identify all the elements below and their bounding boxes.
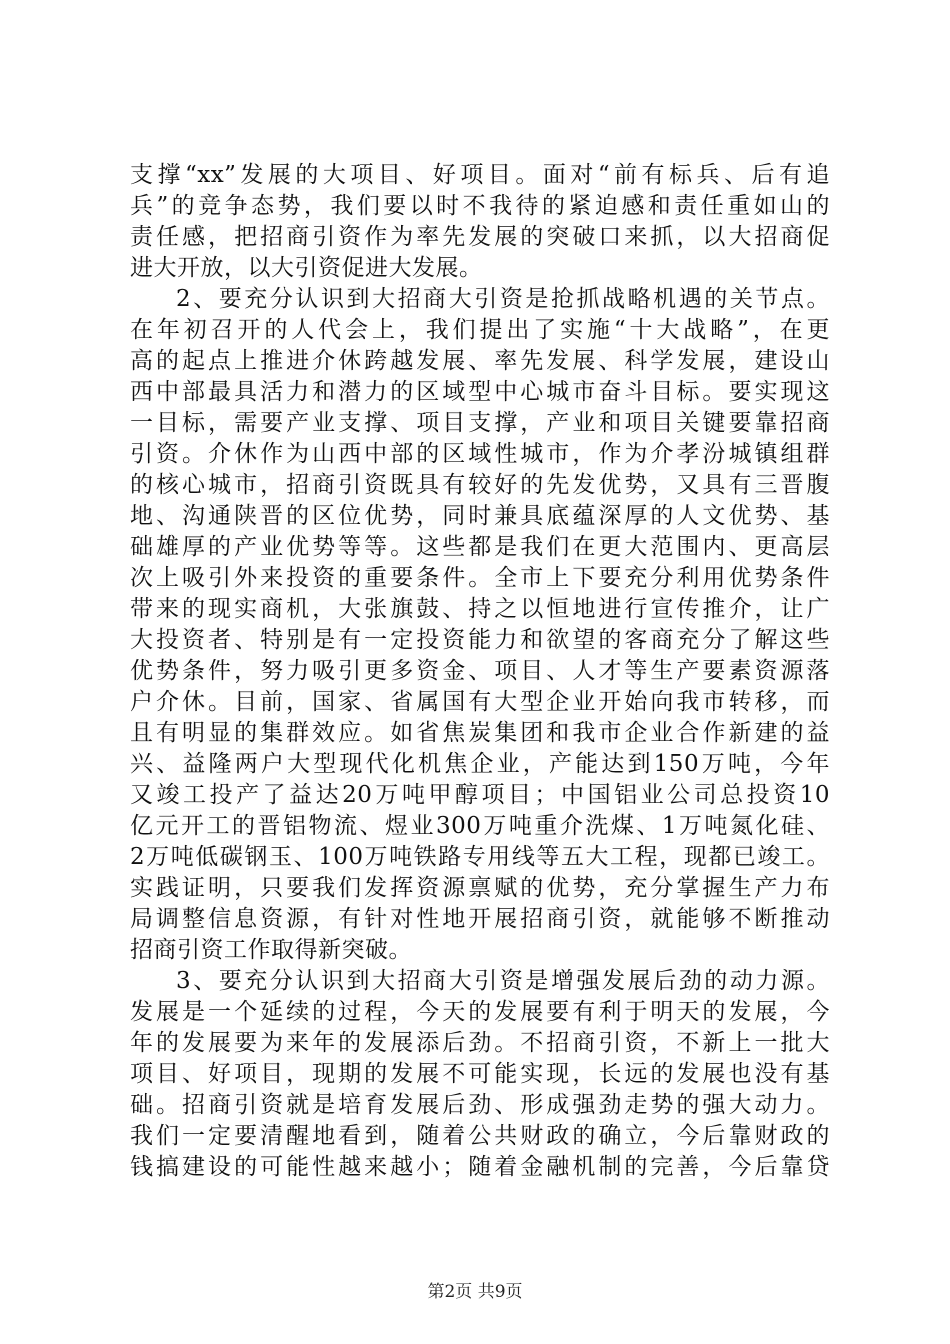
text-line: 局调整信息资源，有针对性地开展招商引资，就能够不断推动 (130, 906, 830, 932)
text-line: 又竣工投产了益达20万吨甲醇项目；中国铝业公司总投资10 (130, 782, 830, 808)
text-line: 的核心城市，招商引资既具有较好的先发优势，又具有三晋腹 (130, 472, 830, 498)
text-line: 且有明显的集群效应。如省焦炭集团和我市企业合作新建的益 (130, 720, 830, 746)
text-line: 亿元开工的晋铝物流、煜业300万吨重介洗煤、1万吨氮化硅、 (130, 813, 830, 839)
text-line: 户介休。目前，国家、省属国有大型企业开始向我市转移，而 (130, 689, 830, 715)
text-line: 优势条件，努力吸引更多资金、项目、人才等生产要素资源落 (130, 658, 830, 684)
text-line: 年的发展要为来年的发展添后劲。不招商引资，不新上一批大 (130, 1030, 830, 1056)
text-line: 兵”的竞争态势，我们要以时不我待的紧迫感和责任重如山的 (130, 193, 830, 219)
text-line: 进大开放，以大引资促进大发展。 (130, 255, 483, 281)
text-line: 钱搞建设的可能性越来越小；随着金融机制的完善，今后靠贷 (130, 1154, 830, 1180)
text-line: 地、沟通陕晋的区位优势，同时兼具底蕴深厚的人文优势、基 (130, 503, 830, 529)
text-line: 西中部最具活力和潜力的区域型中心城市奋斗目标。要实现这 (130, 379, 830, 405)
text-line: 发展是一个延续的过程，今天的发展要有利于明天的发展，今 (130, 999, 830, 1025)
text-line: 带来的现实商机，大张旗鼓、持之以恒地进行宣传推介，让广 (130, 596, 830, 622)
text-line: 一目标，需要产业支撑、项目支撑，产业和项目关键要靠招商 (130, 410, 830, 436)
text-line: 次上吸引外来投资的重要条件。全市上下要充分利用优势条件 (130, 565, 830, 591)
text-line: 引资。介休作为山西中部的区域性城市，作为介孝汾城镇组群 (130, 441, 830, 467)
text-line: 础。招商引资就是培育发展后劲、形成强劲走势的强大动力。 (130, 1092, 830, 1118)
document-body (130, 160, 830, 1183)
text-line: 实践证明，只要我们发挥资源禀赋的优势，充分掌握生产力布 (130, 875, 830, 901)
text-line: 在年初召开的人代会上，我们提出了实施“十大战略”，在更 (130, 317, 830, 343)
text-line: 支撑“xx”发展的大项目、好项目。面对“前有标兵、后有追 (130, 162, 830, 188)
text-line: 础雄厚的产业优势等等。这些都是我们在更大范围内、更高层 (130, 534, 830, 560)
text-line: 我们一定要清醒地看到，随着公共财政的确立，今后靠财政的 (130, 1123, 830, 1149)
paragraph-first-line: 3、要充分认识到大招商大引资是增强发展后劲的动力源。 (176, 968, 830, 994)
text-line: 高的起点上推进介休跨越发展、率先发展、科学发展，建设山 (130, 348, 830, 374)
text-line: 责任感，把招商引资作为率先发展的突破口来抓，以大招商促 (130, 224, 830, 250)
text-line: 项目、好项目，现期的发展不可能实现，长远的发展也没有基 (130, 1061, 830, 1087)
text-line: 兴、益隆两户大型现代化机焦企业，产能达到150万吨，今年 (130, 751, 830, 777)
paragraph-first-line: 2、要充分认识到大招商大引资是抢抓战略机遇的关节点。 (176, 286, 830, 312)
text-line: 2万吨低碳钢玉、100万吨铁路专用线等五大工程，现都已竣工。 (130, 844, 830, 870)
text-line: 招商引资工作取得新突破。 (130, 937, 412, 963)
text-line: 大投资者、特别是有一定投资能力和欲望的客商充分了解这些 (130, 627, 830, 653)
page-footer: 第2页 共9页 (427, 1282, 523, 1302)
